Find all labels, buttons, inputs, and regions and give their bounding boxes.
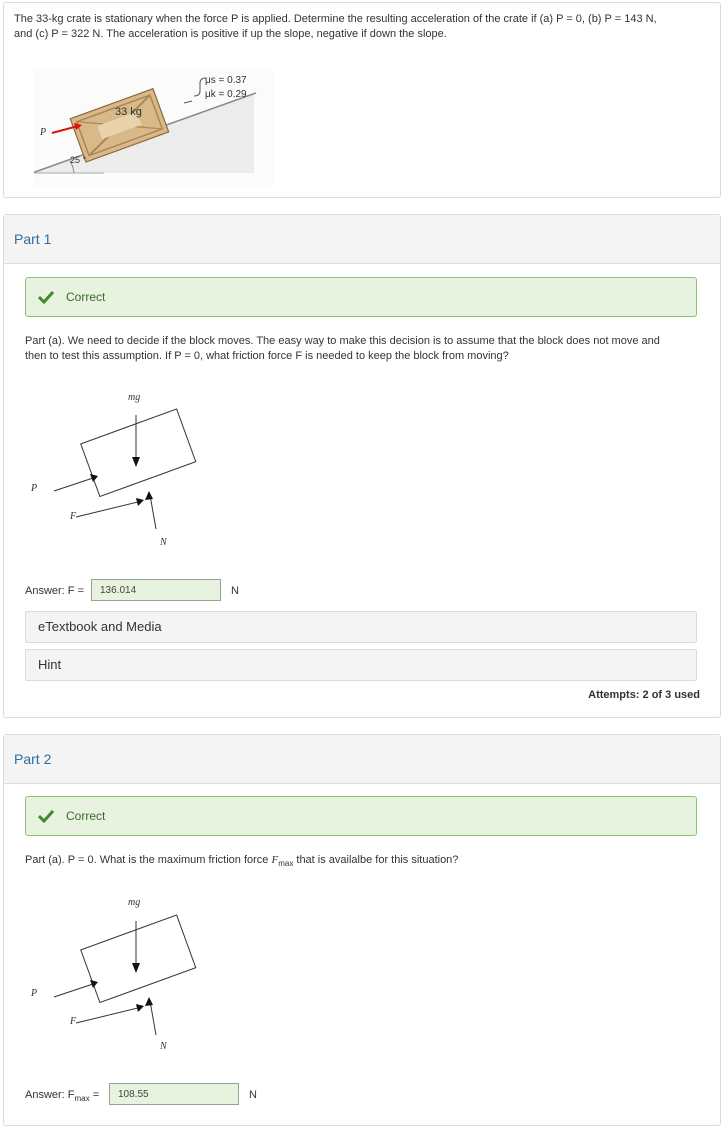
part-2-prompt-text-end: that is availalbe for this situation? [293, 854, 459, 866]
part-1-title: Part 1 [14, 231, 52, 247]
answer-label: Answer: F = [25, 585, 84, 597]
fbd-n-label: N [160, 537, 167, 548]
fbd-n-label: N [160, 1041, 167, 1052]
incline-angle-label: 25 ° [70, 155, 87, 165]
answer-input[interactable]: 136.014 [91, 579, 221, 601]
check-icon [38, 290, 54, 304]
hint-toggle[interactable] [25, 649, 697, 681]
free-body-diagram [26, 385, 226, 555]
fbd-f-label: F [70, 1016, 77, 1027]
part-2-title: Part 2 [14, 751, 52, 767]
part-1-prompt [25, 334, 697, 364]
etextbook-media-label: eTextbook and Media [38, 619, 162, 634]
part-2-header [4, 735, 720, 784]
fmax-symbol: F [271, 854, 279, 866]
problem-line-1: The 33-kg crate is stationary when the force P is applied. Determine the resulting acceleration of the crate if (a) P = 0, (b) P = 143 N, [14, 13, 657, 25]
problem-line-2: and (c) P = 322 N. The acceleration is positive if up the slope, negative if down the slope. [14, 27, 447, 40]
part-1-header [4, 215, 720, 264]
answer-input[interactable]: 108.55 [109, 1083, 239, 1105]
part-1-answer-row [25, 579, 265, 603]
fbd-p-label: P [31, 988, 38, 999]
part-2-prompt [25, 853, 697, 871]
force-p-label: P [40, 127, 47, 138]
fmax-subscript: max [278, 859, 294, 869]
problem-statement [14, 12, 704, 41]
part-1-panel [3, 214, 721, 718]
correct-banner [25, 277, 697, 317]
crate-on-incline-figure [34, 69, 274, 187]
static-friction-coefficient: μs = 0.37 [205, 75, 247, 86]
hint-label: Hint [38, 657, 62, 672]
part-1-prompt-line-1: Part (a). We need to decide if the block moves. The easy way to make this decision is to assume that the block does not move and [25, 335, 660, 347]
fbd-mg-label: mg [128, 897, 141, 908]
part-2-prompt-text: Part (a). P = 0. What is the maximum friction force [25, 854, 272, 866]
answer-unit: N [249, 1089, 257, 1101]
correct-label: Correct [66, 809, 106, 823]
answer-unit: N [231, 585, 239, 597]
part-2-panel [3, 734, 721, 1126]
answer-label: Answer: $F_{max}$ = [25, 1089, 100, 1104]
fbd-mg-label: mg [128, 392, 141, 403]
fbd-p-label: P [31, 483, 38, 494]
kinetic-friction-coefficient: μk = 0.29 [205, 89, 247, 100]
problem-card [3, 2, 721, 198]
correct-label: Correct [66, 290, 106, 304]
etextbook-media-toggle[interactable] [25, 611, 697, 643]
free-body-diagram [26, 891, 226, 1061]
correct-banner [25, 796, 697, 836]
crate-mass-label: 33 kg [115, 106, 142, 118]
check-icon [38, 809, 54, 823]
attempts-counter: Attempts: 2 of 3 used [588, 689, 700, 701]
part-2-answer-row [25, 1083, 285, 1107]
part-1-prompt-line-2: then to test this assumption. If P = 0, what friction force F is needed to keep the block from moving? [25, 350, 509, 362]
fbd-f-label: F [70, 511, 77, 522]
